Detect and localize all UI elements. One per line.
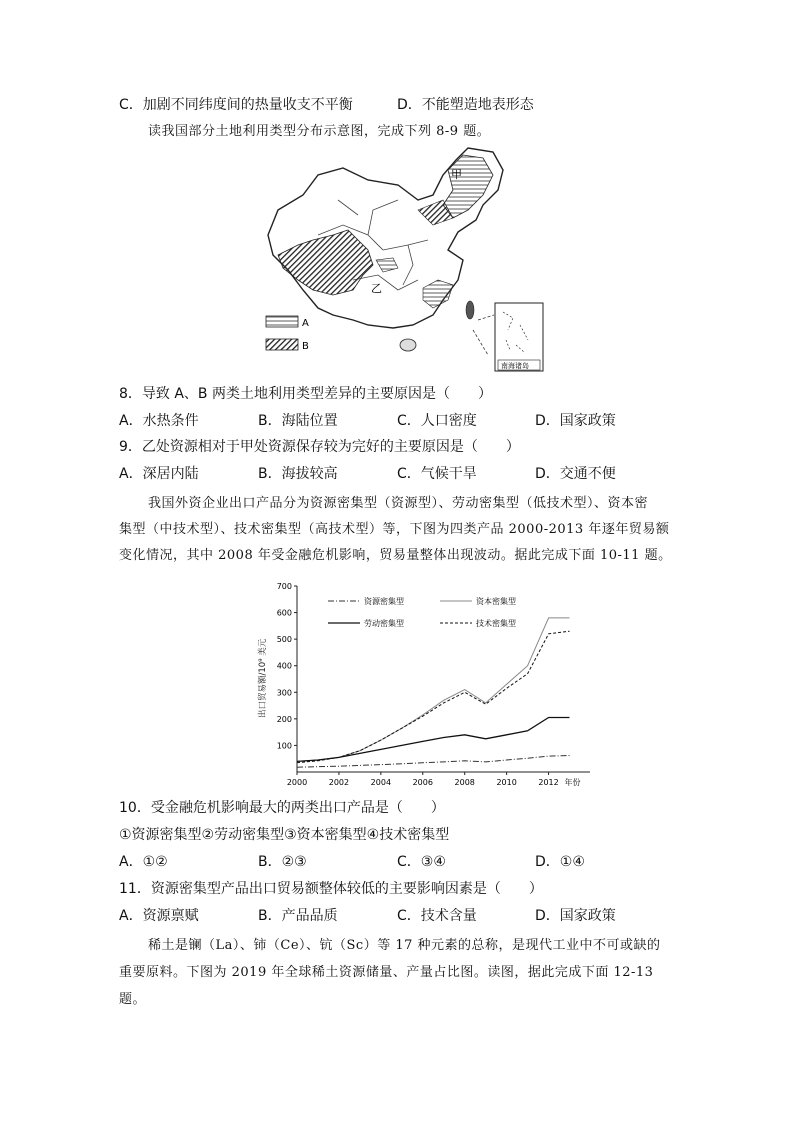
legend-b-swatch [266, 339, 298, 350]
intro-12-13-line-3: 题。 [119, 992, 147, 1007]
y-tick-label: 200 [276, 714, 292, 724]
q11-option-b: B．产品品质 [258, 908, 338, 924]
y-tick-label: 700 [276, 582, 292, 591]
q10-stem: 10．受金融危机影响最大的两类出口产品是（ ） [119, 800, 445, 816]
legend-b-label: B [302, 341, 309, 352]
y-tick-label: 100 [276, 741, 292, 751]
taiwan [466, 301, 474, 319]
q9-stem: 9．乙处资源相对于甲处资源保存较为完好的主要原因是（ ） [119, 439, 520, 455]
x-tick-label: 2008 [454, 778, 475, 787]
x-tick-label: 2012 [538, 778, 559, 787]
y-tick-label: 600 [276, 608, 292, 618]
intro-10-11-line-2: 集型（中技术型）、技术密集型（高技术型）等，下图为四类产品 2000-2013 年逐年贸易额 [119, 522, 670, 537]
q10-option-b: B．②③ [258, 854, 307, 870]
intro-10-11-line-3: 变化情况，其中 2008 年受金融危机影响，贸易量整体出现波动。据此完成下面 10-11 题。 [119, 548, 672, 563]
x-axis-label: 年份 [564, 778, 581, 787]
intro-12-13-line-2: 重要原料。下图为 2019 年全球稀土资源储量、产量占比图。读图，据此完成下面 12-13 [119, 965, 654, 980]
q8-option-b: B．海陆位置 [258, 413, 338, 429]
legend-resource-label: 资源密集型 [364, 597, 404, 606]
x-tick-label: 2006 [412, 778, 433, 787]
x-tick-label: 2010 [496, 778, 517, 787]
q7-option-d: D．不能塑造地表形态 [397, 97, 534, 113]
q11-option-c: C．技术含量 [397, 908, 477, 924]
map-label-yi: 乙 [371, 282, 382, 295]
q10-option-d: D．①④ [535, 854, 585, 870]
q8-option-c: C．人口密度 [397, 413, 477, 429]
y-tick-label: 500 [276, 635, 292, 645]
y-tick-label: 300 [276, 688, 292, 698]
series-line-2 [297, 718, 570, 762]
legend-labor-label: 劳动密集型 [364, 619, 404, 628]
q8-option-a: A．水热条件 [119, 413, 199, 429]
hainan [400, 339, 416, 351]
q11-option-a: A．资源禀赋 [119, 908, 199, 924]
x-tick-label: 2002 [328, 778, 350, 787]
legend-a-swatch [266, 316, 298, 327]
legend-capital-label: 资本密集型 [476, 597, 516, 606]
x-tick-label: 2000 [286, 778, 308, 787]
q8-option-d: D．国家政策 [535, 413, 616, 429]
q10-option-a: A．①② [119, 854, 168, 870]
q10-list: ①资源密集型②劳动密集型③资本密集型④技术密集型 [119, 827, 450, 843]
y-tick-label: 400 [276, 661, 292, 671]
q9-option-d: D．交通不便 [535, 466, 616, 482]
intro-8-9: 读我国部分土地利用类型分布示意图，完成下列 8-9 题。 [148, 124, 491, 139]
series-line-3 [297, 631, 570, 763]
q8-stem: 8．导致 A、B 两类土地利用类型差异的主要原因是（ ） [119, 386, 492, 402]
legend-tech-label: 技术密集型 [476, 619, 516, 628]
q11-stem: 11．资源密集型产品出口贸易额整体较低的主要影响因素是（ ） [119, 881, 543, 897]
intro-12-13-line-1: 稀土是镧（La）、铈（Ce）、钪（Sc）等 17 种元素的总称，是现代工业中不可或缺的 [148, 938, 661, 953]
q9-option-a: A．深居内陆 [119, 466, 199, 482]
q7-option-c: C．加剧不同纬度间的热量收支不平衡 [119, 97, 353, 113]
map-label-jia: 甲 [451, 168, 462, 181]
y-axis-label: 出口贸易额/10⁹ 美元 [258, 638, 268, 718]
china-land-use-map [258, 140, 553, 375]
q9-option-b: B．海拔较高 [258, 466, 338, 482]
inset-label: 南海诸岛 [501, 362, 529, 370]
q11-option-d: D．国家政策 [535, 908, 616, 924]
x-tick-label: 2004 [370, 778, 392, 787]
q10-option-c: C．③④ [397, 854, 446, 870]
legend-a-label: A [302, 318, 309, 329]
q9-option-c: C．气候干旱 [397, 466, 477, 482]
intro-10-11-line-1: 我国外资企业出口产品分为资源密集型（资源型）、劳动密集型（低技术型）、资本密 [148, 496, 649, 511]
export-trade-chart [250, 578, 595, 788]
